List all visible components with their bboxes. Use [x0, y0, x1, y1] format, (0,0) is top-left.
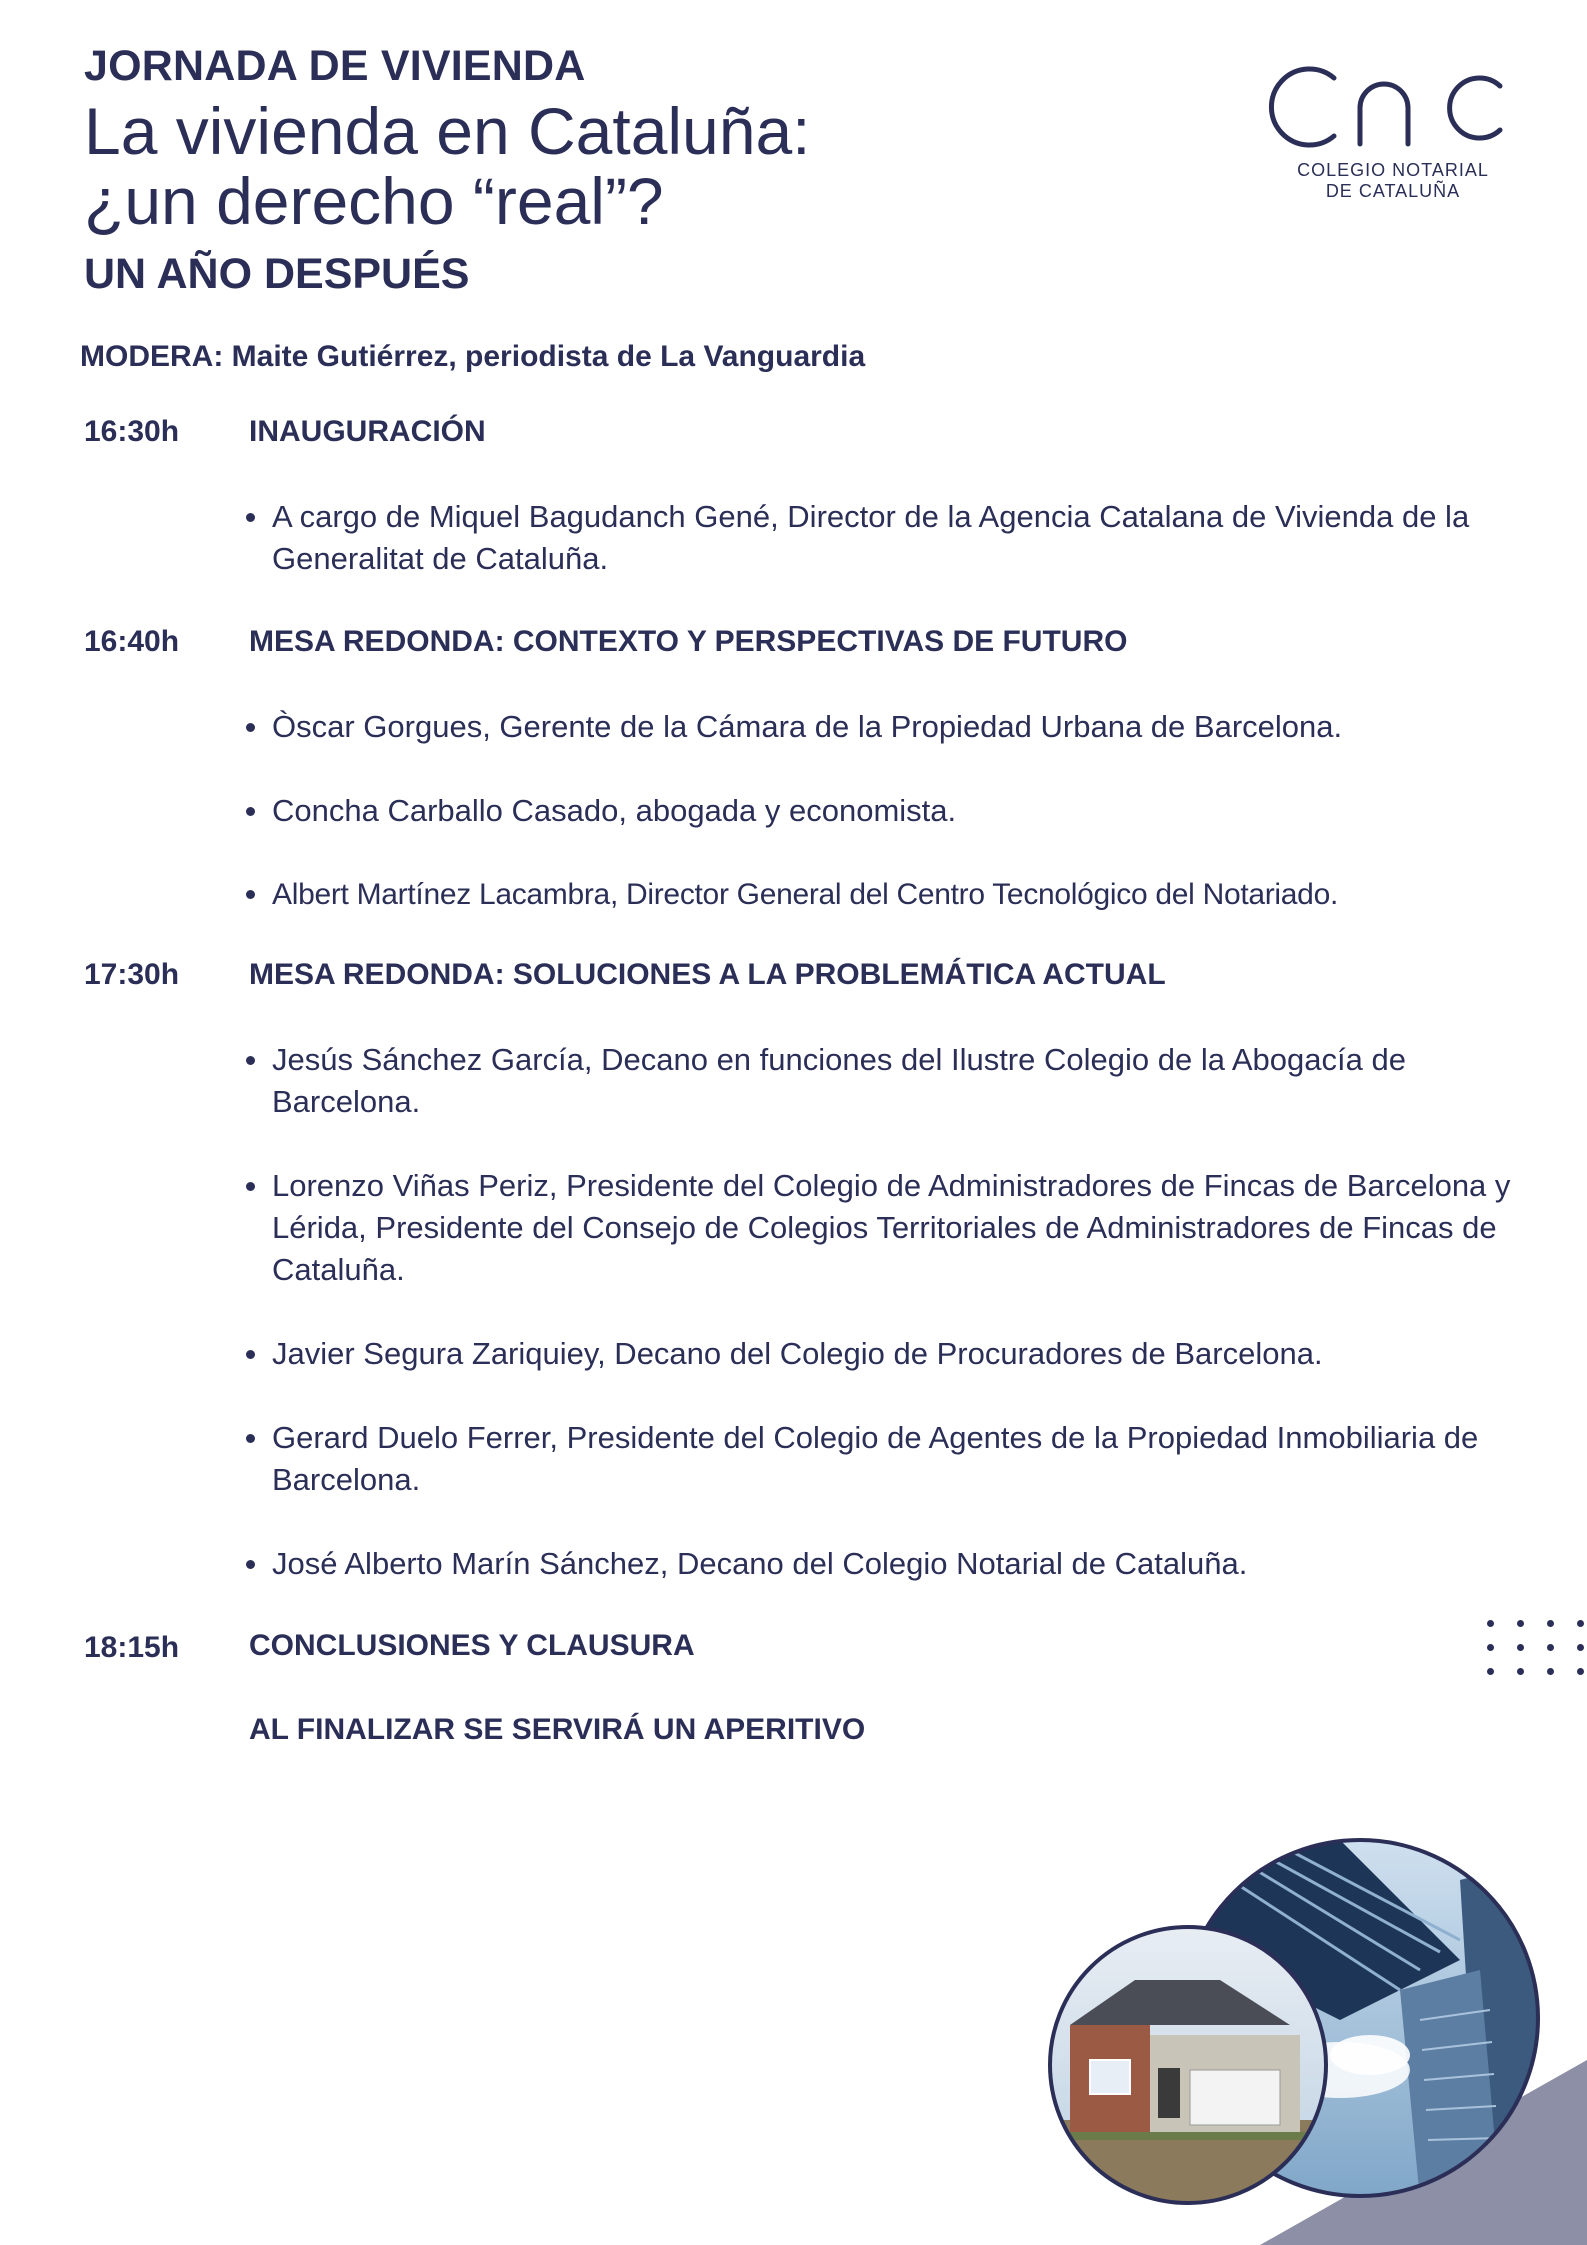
bullet-dot: [246, 890, 255, 899]
event-title: [84, 96, 811, 236]
bullet-text: Javier Segura Zariquiey, Decano del Colegio de Procuradores de Barcelona.: [272, 1336, 1323, 1371]
agenda-bullet: [272, 1543, 1512, 1585]
bullet-text: Lorenzo Viñas Periz, Presidente del Colegio de Administradores de Fincas de Barcelona y Lérida, Presidente del Consejo de Colegios Territoriales de Administradores de Fincas de Cataluña.: [272, 1168, 1511, 1287]
agenda-bullet: [272, 1333, 1512, 1375]
bullet-text: Jesús Sánchez García, Decano en funciones del Ilustre Colegio de la Abogacía de Barcelona.: [272, 1042, 1406, 1119]
agenda-title: MESA REDONDA: SOLUCIONES A LA PROBLEMÁTICA ACTUAL: [249, 958, 1166, 991]
agenda-time: 18:15h: [84, 1631, 180, 1664]
agenda-bullet: [272, 706, 1512, 748]
bullet-dot: [246, 1560, 255, 1569]
bullet-dot: [246, 1434, 255, 1443]
agenda-title: CONCLUSIONES Y CLAUSURA: [249, 1629, 695, 1662]
event-title-line1: La vivienda en Cataluña:: [84, 94, 811, 168]
bullet-dot: [246, 807, 255, 816]
moderator-line: MODERA: Maite Gutiérrez, periodista de La Vanguardia: [80, 340, 866, 373]
agenda-time: 17:30h: [84, 958, 180, 991]
agenda-bullet: [272, 1039, 1512, 1123]
decorative-images: [1040, 1820, 1587, 2245]
bullet-text: José Alberto Marín Sánchez, Decano del Colegio Notarial de Cataluña.: [272, 1546, 1248, 1581]
agenda-time: 16:40h: [84, 625, 180, 658]
agenda-title: MESA REDONDA: CONTEXTO Y PERSPECTIVAS DE FUTURO: [249, 625, 1128, 658]
bullet-dot: [246, 723, 255, 732]
decorative-dot-grid: [1484, 1618, 1587, 1678]
event-subtitle: UN AÑO DESPUÉS: [84, 250, 470, 298]
agenda-time: 16:30h: [84, 415, 180, 448]
bullet-dot: [246, 513, 255, 522]
agenda-bullet: [272, 873, 1512, 916]
agenda-bullet: [272, 1417, 1512, 1501]
bullet-text: Concha Carballo Casado, abogada y economista.: [272, 793, 957, 828]
bullet-dot: [246, 1056, 255, 1065]
agenda-bullet: [272, 790, 1512, 832]
agenda-bullet: [272, 496, 1512, 580]
agenda-title: INAUGURACIÓN: [249, 415, 486, 448]
event-kicker: JORNADA DE VIVIENDA: [84, 42, 586, 90]
event-title-line2: ¿un derecho “real”?: [84, 164, 664, 238]
bullet-text: Gerard Duelo Ferrer, Presidente del Colegio de Agentes de la Propiedad Inmobiliaria de Barcelona.: [272, 1420, 1479, 1497]
cnc-monogram-icon: [1268, 56, 1518, 156]
closing-note: AL FINALIZAR SE SERVIRÁ UN APERITIVO: [249, 1713, 866, 1746]
bullet-text: Albert Martínez Lacambra, Director General del Centro Tecnológico del Notariado.: [272, 878, 1338, 911]
logo-wordmark: [1268, 160, 1518, 202]
bullet-dot: [246, 1350, 255, 1359]
agenda-bullet: [272, 1165, 1512, 1291]
logo-line2: DE CATALUÑA: [1325, 181, 1461, 201]
cnc-logo: [1268, 56, 1518, 216]
logo-line1: COLEGIO NOTARIAL: [1297, 160, 1489, 180]
bullet-dot: [246, 1182, 255, 1191]
bullet-text: Òscar Gorgues, Gerente de la Cámara de la Propiedad Urbana de Barcelona.: [272, 709, 1343, 744]
bullet-text: A cargo de Miquel Bagudanch Gené, Director de la Agencia Catalana de Vivienda de la Generalitat de Cataluña.: [272, 499, 1470, 576]
